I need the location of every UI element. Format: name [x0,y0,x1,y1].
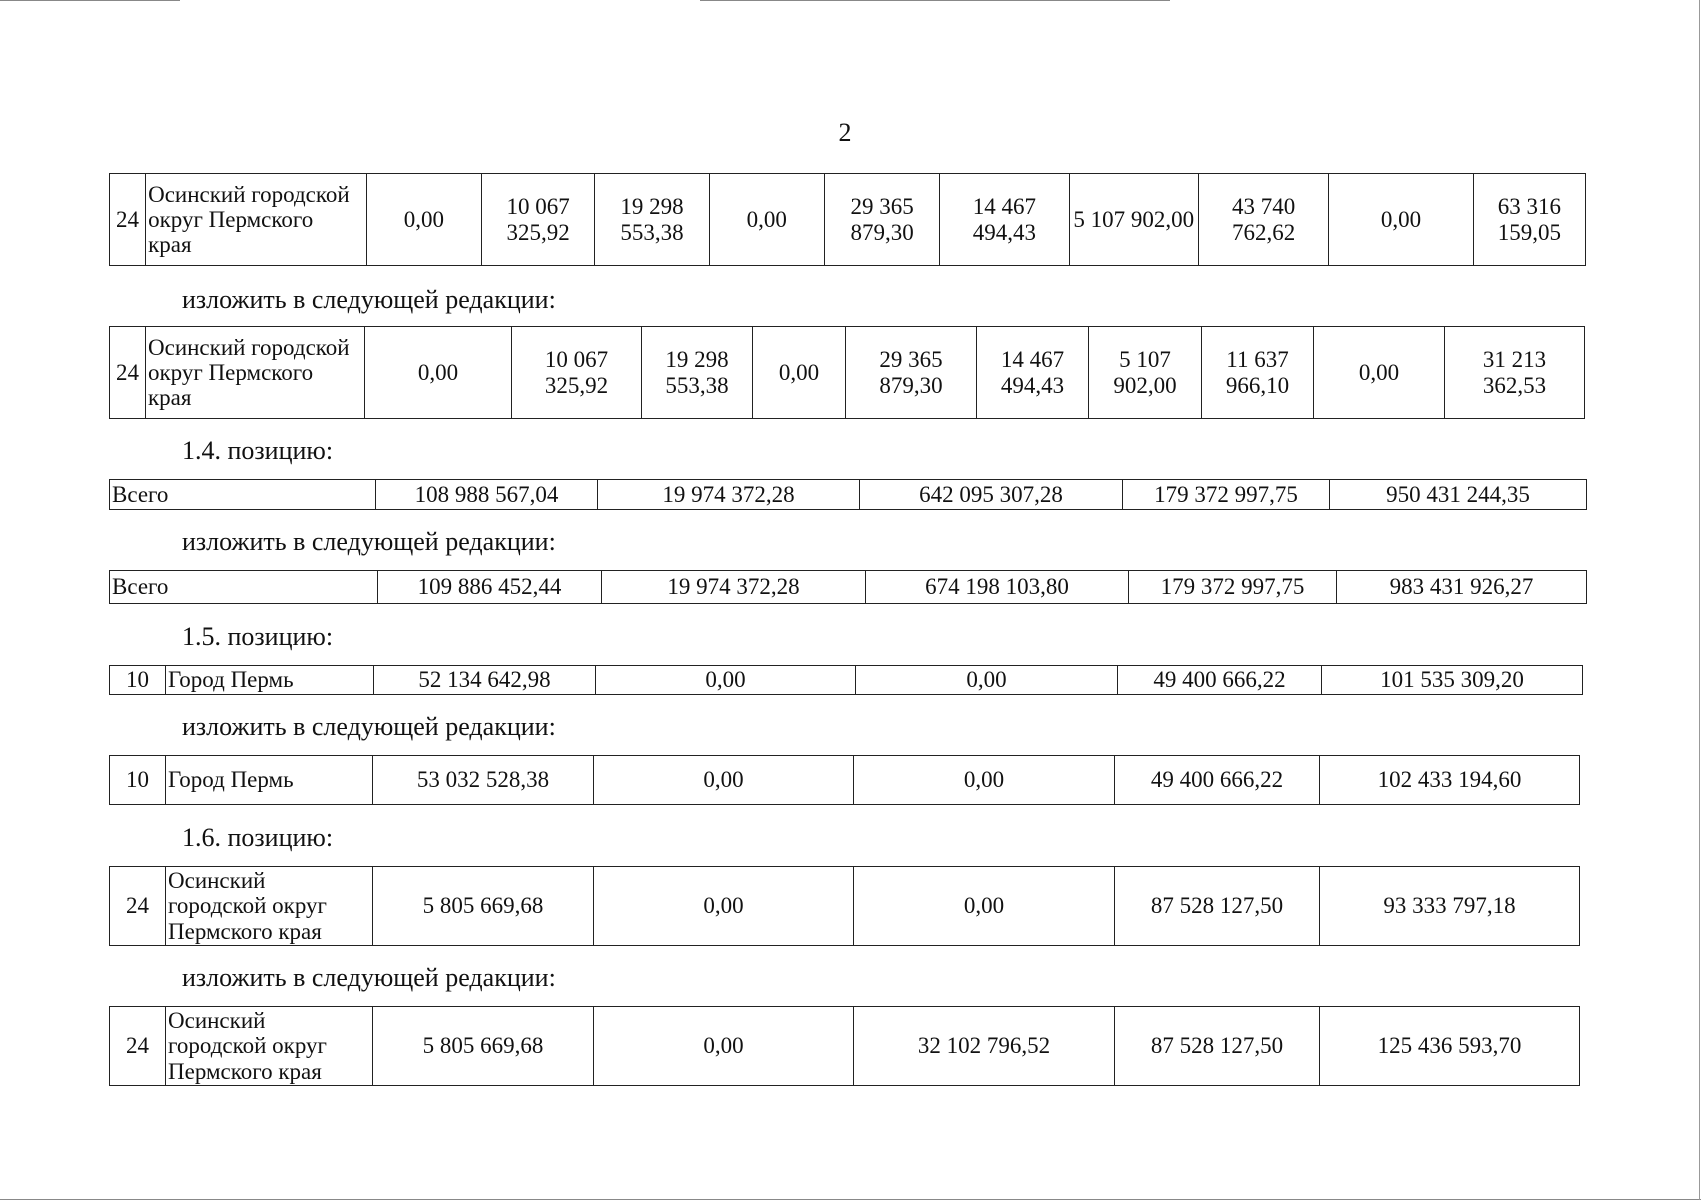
table-row [110,571,1587,604]
caption-replace-4: изложить в следующей редакции: [182,963,556,992]
value-cell: 0,00 [854,756,1115,805]
row-number: 24 [110,174,146,266]
row-number: 24 [110,327,146,419]
table-3-old [109,665,1583,695]
value-cell: 0,00 [594,756,854,805]
row-name: Осинский городской округ Пермского края [166,1007,373,1086]
value-cell: 674 198 103,80 [866,571,1129,604]
value-cell: 52 134 642,98 [374,666,596,695]
value-cell: 0,00 [709,174,824,266]
value-cell: 10 067 325,92 [482,174,595,266]
row-number: 24 [110,1007,166,1086]
caption-position-1-4: 1.4. позицию: [182,436,334,465]
row-name: Осинский городской округ Пермского края [166,867,373,946]
value-cell: 0,00 [594,867,854,946]
row-name: Всего [110,480,376,510]
value-cell: 43 740 762,62 [1198,174,1328,266]
row-number: 10 [110,756,166,805]
value-cell: 108 988 567,04 [376,480,598,510]
value-cell: 31 213 362,53 [1445,327,1585,419]
row-number: 24 [110,867,166,946]
caption-replace-3: изложить в следующей редакции: [182,712,556,741]
value-cell: 0,00 [594,1007,854,1086]
value-cell: 179 372 997,75 [1123,480,1330,510]
value-cell: 10 067 325,92 [512,327,642,419]
value-cell: 5 107 902,00 [1089,327,1202,419]
value-cell: 5 805 669,68 [373,1007,594,1086]
page-number: 2 [838,118,852,147]
value-cell: 19 974 372,28 [602,571,866,604]
value-cell: 0,00 [596,666,856,695]
value-cell: 0,00 [856,666,1118,695]
row-name: Осинский городской округ Пермского края [146,174,367,266]
table-row [110,867,1580,946]
value-cell: 32 102 796,52 [854,1007,1115,1086]
value-cell: 0,00 [366,174,481,266]
row-name: Город Пермь [166,666,374,695]
value-cell: 125 436 593,70 [1320,1007,1580,1086]
value-cell: 0,00 [854,867,1115,946]
value-cell: 93 333 797,18 [1320,867,1580,946]
scan-edge-top-left [0,0,180,1]
value-cell: 29 365 879,30 [824,174,939,266]
value-cell: 102 433 194,60 [1320,756,1580,805]
value-cell: 63 316 159,05 [1473,174,1585,266]
value-cell: 14 467 494,43 [940,174,1069,266]
value-cell: 0,00 [1314,327,1445,419]
value-cell: 5 805 669,68 [373,867,594,946]
row-name: Всего [110,571,378,604]
row-name: Город Пермь [166,756,373,805]
value-cell: 19 298 553,38 [642,327,753,419]
value-cell: 19 298 553,38 [595,174,709,266]
value-cell: 29 365 879,30 [846,327,977,419]
table-1-new [109,326,1585,419]
value-cell: 983 431 926,27 [1337,571,1587,604]
caption-position-1-6: 1.6. позицию: [182,823,334,852]
scan-edge-top-mid [700,0,1170,1]
value-cell: 179 372 997,75 [1129,571,1337,604]
value-cell: 49 400 666,22 [1115,756,1320,805]
value-cell: 101 535 309,20 [1322,666,1583,695]
value-cell: 53 032 528,38 [373,756,594,805]
value-cell: 19 974 372,28 [598,480,860,510]
table-row [110,480,1587,510]
value-cell: 5 107 902,00 [1069,174,1198,266]
table-row [110,327,1585,419]
value-cell: 0,00 [753,327,846,419]
value-cell: 14 467 494,43 [977,327,1089,419]
row-name: Осинский городской округ Пермского края [146,327,365,419]
scan-edge-right [1699,0,1700,1200]
value-cell: 87 528 127,50 [1115,1007,1320,1086]
table-1-old [109,173,1586,266]
table-row [110,756,1580,805]
value-cell: 87 528 127,50 [1115,867,1320,946]
table-2-old [109,479,1587,510]
caption-replace-1: изложить в следующей редакции: [182,285,556,314]
value-cell: 49 400 666,22 [1118,666,1322,695]
value-cell: 11 637 966,10 [1202,327,1314,419]
table-2-new [109,570,1587,604]
table-4-new [109,1006,1580,1086]
caption-position-1-5: 1.5. позицию: [182,622,334,651]
row-number: 10 [110,666,166,695]
value-cell: 109 886 452,44 [378,571,602,604]
value-cell: 642 095 307,28 [860,480,1123,510]
table-3-new [109,755,1580,805]
caption-replace-2: изложить в следующей редакции: [182,527,556,556]
table-row [110,1007,1580,1086]
value-cell: 0,00 [365,327,512,419]
value-cell: 0,00 [1329,174,1473,266]
table-row [110,174,1586,266]
table-row [110,666,1583,695]
table-4-old [109,866,1580,946]
value-cell: 950 431 244,35 [1330,480,1587,510]
